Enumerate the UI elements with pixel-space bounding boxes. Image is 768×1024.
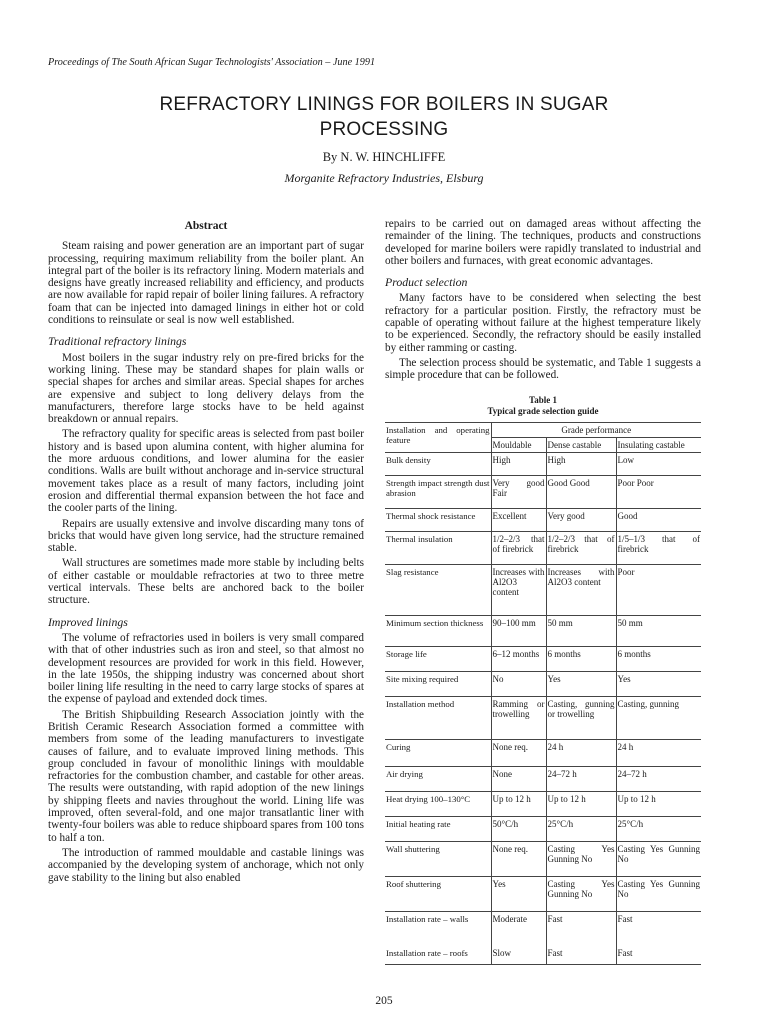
table-cell: None bbox=[491, 766, 546, 791]
table-cell: Good bbox=[616, 508, 701, 531]
paper-title bbox=[60, 92, 708, 142]
table-cell: 24 h bbox=[546, 739, 616, 766]
table-cell: Good Good bbox=[546, 475, 616, 508]
row-feature: Curing bbox=[385, 739, 491, 766]
table-row bbox=[385, 696, 701, 739]
table-cell: No bbox=[491, 671, 546, 696]
section-heading-product: Product selection bbox=[385, 275, 468, 290]
table-cell: 6 months bbox=[616, 646, 701, 671]
table-row bbox=[385, 791, 701, 816]
table-cell: Casting Yes Gunning No bbox=[616, 841, 701, 876]
table-row bbox=[385, 816, 701, 841]
table-cell: Poor bbox=[616, 564, 701, 615]
table-row bbox=[385, 452, 701, 475]
table-cell: Yes bbox=[616, 671, 701, 696]
row-feature: Strength impact strength dust abrasion bbox=[385, 475, 491, 508]
table-cell: None req. bbox=[491, 739, 546, 766]
table-cell: Casting, gunning bbox=[616, 696, 701, 739]
table-cell: Excellent bbox=[491, 508, 546, 531]
title-line-2: PROCESSING bbox=[319, 119, 449, 140]
row-feature: Site mixing required bbox=[385, 671, 491, 696]
table-cell: Fast bbox=[616, 946, 701, 965]
table-cell: High bbox=[491, 452, 546, 475]
paragraph: The selection process should be systematic, and Table 1 suggests a simple procedure that can be followed. bbox=[385, 356, 701, 382]
column-header: Dense castable bbox=[546, 437, 616, 452]
table-caption bbox=[385, 395, 701, 417]
table-row bbox=[385, 876, 701, 911]
row-feature: Installation rate – roofs bbox=[385, 946, 491, 965]
row-feature: Initial heating rate bbox=[385, 816, 491, 841]
table-row bbox=[385, 671, 701, 696]
journal-header: Proceedings of The South African Sugar Technologists' Association – June 1991 bbox=[48, 57, 376, 68]
row-feature: Installation rate – walls bbox=[386, 913, 469, 924]
table-row bbox=[385, 739, 701, 766]
abstract-heading: Abstract bbox=[184, 220, 228, 232]
row-feature: Air drying bbox=[385, 766, 491, 791]
table-cell: None req. bbox=[491, 841, 546, 876]
table-cell: Up to 12 h bbox=[546, 791, 616, 816]
page-number: 205 bbox=[375, 995, 393, 1007]
right-column bbox=[385, 218, 701, 965]
table-cell: Casting Yes Gunning No bbox=[546, 876, 616, 911]
table-cell: Moderate bbox=[491, 911, 546, 946]
table-cell: 24–72 h bbox=[546, 766, 616, 791]
table-cell: 50 mm bbox=[546, 615, 616, 646]
paragraph: Repairs are usually extensive and involve discarding many tons of bricks that would have given long service, had the structure remained stable. bbox=[48, 517, 364, 555]
table-cell: 90–100 mm bbox=[491, 615, 546, 646]
table-cell: 25°C/h bbox=[546, 816, 616, 841]
paragraph: Wall structures are sometimes made more stable by including belts of either castable or mouldable refractories at two to three metre vertical intervals. These belts are anchored back to the boiler structure. bbox=[48, 557, 364, 607]
table-cell: 6–12 months bbox=[491, 646, 546, 671]
abstract-text: Steam raising and power generation are an important part of sugar processing, requiring maximum reliability from the boiler plant. An integral part of the boiler is its refractory lining. Modern materials and designs have greatly increased reliability and efficiency, and products are now available for rapid repair of boiler lining failures. A refractory foam that can be injected into damaged linings in either hot or cold conditions to reinsulate or seal is now well established. bbox=[48, 240, 364, 327]
table-row bbox=[385, 508, 701, 531]
table-cell: Yes bbox=[546, 671, 616, 696]
grade-selection-table bbox=[385, 422, 701, 965]
table-cell: Low bbox=[616, 452, 701, 475]
row-feature: Bulk density bbox=[385, 452, 491, 475]
table-cell: Fast bbox=[616, 911, 701, 946]
row-feature: Storage life bbox=[385, 646, 491, 671]
table-row bbox=[385, 475, 701, 508]
table-cell: Yes bbox=[491, 876, 546, 911]
table-cell: 50 mm bbox=[616, 615, 701, 646]
table-cell: Ramming or trowelling bbox=[491, 696, 546, 739]
table-cell: 25°C/h bbox=[616, 816, 701, 841]
table-cell: Increases with Al2O3 content bbox=[546, 564, 616, 615]
section-heading-traditional: Traditional refractory linings bbox=[48, 334, 187, 349]
section-heading-improved: Improved linings bbox=[48, 614, 128, 629]
table-cell: Up to 12 h bbox=[491, 791, 546, 816]
table-row bbox=[385, 646, 701, 671]
row-feature: Thermal shock resistance bbox=[385, 508, 491, 531]
table-cell: High bbox=[546, 452, 616, 475]
table-cell: 6 months bbox=[546, 646, 616, 671]
table-row bbox=[385, 841, 701, 876]
table-cell: 1/2–2/3 that of firebrick bbox=[491, 531, 546, 564]
paragraph: Most boilers in the sugar industry rely on pre-fired bricks for the working lining. These may be standard shapes for plain walls or special shapes for arches and similar areas. Special shapes for arches are expensive and subject to long delivery delays from the manufacturers, therefore large stocks have to be held against breakdown or annual repairs. bbox=[48, 351, 364, 426]
grade-performance-header: Grade performance bbox=[491, 422, 701, 437]
paragraph: The refractory quality for specific areas is selected from past boiler history and is based upon alumina content, with higher alumina for the more arduous conditions, and lower alumina for the easier conditions. Walls are built without anchorage and in-service structural movement takes place as a result of many factors, including joint erosion and differential thermal expansion between the hot face and the cooler parts of the lining. bbox=[48, 428, 364, 515]
table-row bbox=[385, 766, 701, 791]
row-feature: Heat drying 100–130°C bbox=[385, 791, 491, 816]
table-row bbox=[385, 911, 701, 946]
table-row bbox=[385, 615, 701, 646]
table-cell: Casting, gunning or trowelling bbox=[546, 696, 616, 739]
row-feature: Installation method bbox=[385, 696, 491, 739]
table-cell: Poor Poor bbox=[616, 475, 701, 508]
row-feature: Wall shuttering bbox=[385, 841, 491, 876]
table-cell: Slow bbox=[491, 946, 546, 965]
column-header: Insulating castable bbox=[616, 437, 701, 452]
row-feature: Slag resistance bbox=[385, 564, 491, 615]
table-row bbox=[385, 946, 701, 965]
row-feature: Minimum section thickness bbox=[385, 615, 491, 646]
row-feature: Thermal insulation bbox=[385, 531, 491, 564]
paragraph: The British Shipbuilding Research Association jointly with the British Ceramic Research Association formed a committee with members from some of the leading manufacturers to investigate causes of failure, and to evaluate improved lining methods. This group concluded in favour of monolithic linings with mouldable refractories for the combustion chamber, and castable for other areas. The results were outstanding, with rapid adoption of the new linings by shipping fleets and navies throughout the world. Lining life was improved, often several-fold, and one major transatlantic liner with twenty-four boilers was able to reduce shipboard spares from 100 tons to half a ton. bbox=[48, 708, 364, 844]
table-cell: 24 h bbox=[616, 739, 701, 766]
table-cell: Casting Yes Gunning No bbox=[546, 841, 616, 876]
table-cell: Fast bbox=[546, 911, 616, 946]
table-cell: Increases with Al2O3 content bbox=[491, 564, 546, 615]
paragraph: Many factors have to be considered when selecting the best refractory for a particular position. Firstly, the refractory must be capable of operating without failure at the highest temperature likely to be experienced. Secondly, the refractory should be easily installed by either ramming or casting. bbox=[385, 292, 701, 354]
feature-header: Installation and operating feature bbox=[385, 422, 491, 452]
title-line-1: REFRACTORY LININGS FOR BOILERS IN SUGAR bbox=[159, 94, 609, 115]
table-number: Table 1 bbox=[529, 394, 557, 405]
table-cell: 50°C/h bbox=[491, 816, 546, 841]
paragraph: The volume of refractories used in boilers is very small compared with that of other industries such as iron and steel, so that almost no development resources are provided for work in this field. However, in the late 1950s, the shipping industry was concerned about short boiler lining life resulting in the need to carry large stocks of spares at the expense of payload and extended dock times. bbox=[48, 631, 364, 706]
paragraph: repairs to be carried out on damaged areas without affecting the remainder of the lining. The techniques, products and constructions developed for marine boilers were rapidly translated to industrial and other boilers and furnaces, with great economic advantages. bbox=[385, 218, 701, 267]
table-row bbox=[385, 531, 701, 564]
paragraph: The introduction of rammed mouldable and castable linings was accompanied by the developing system of anchorage, which not only gave stability to the lining but also enabled bbox=[48, 846, 364, 884]
row-feature: Roof shuttering bbox=[385, 876, 491, 911]
table-cell: Fast bbox=[546, 946, 616, 965]
table-cell: Very good bbox=[546, 508, 616, 531]
left-column bbox=[48, 220, 364, 884]
column-header: Mouldable bbox=[491, 437, 546, 452]
author: By N. W. HINCHLIFFE bbox=[322, 150, 446, 164]
table-cell: 1/2–2/3 that of firebrick bbox=[546, 531, 616, 564]
table-cell: 24–72 h bbox=[616, 766, 701, 791]
table-row bbox=[385, 564, 701, 615]
table-cell: Very good Fair bbox=[491, 475, 546, 508]
table-cell: Up to 12 h bbox=[616, 791, 701, 816]
affiliation: Morganite Refractory Industries, Elsburg bbox=[284, 171, 484, 185]
table-title: Typical grade selection guide bbox=[487, 405, 599, 416]
table-cell: Casting Yes Gunning No bbox=[616, 876, 701, 911]
table-cell: 1/5–1/3 that of firebrick bbox=[616, 531, 701, 564]
